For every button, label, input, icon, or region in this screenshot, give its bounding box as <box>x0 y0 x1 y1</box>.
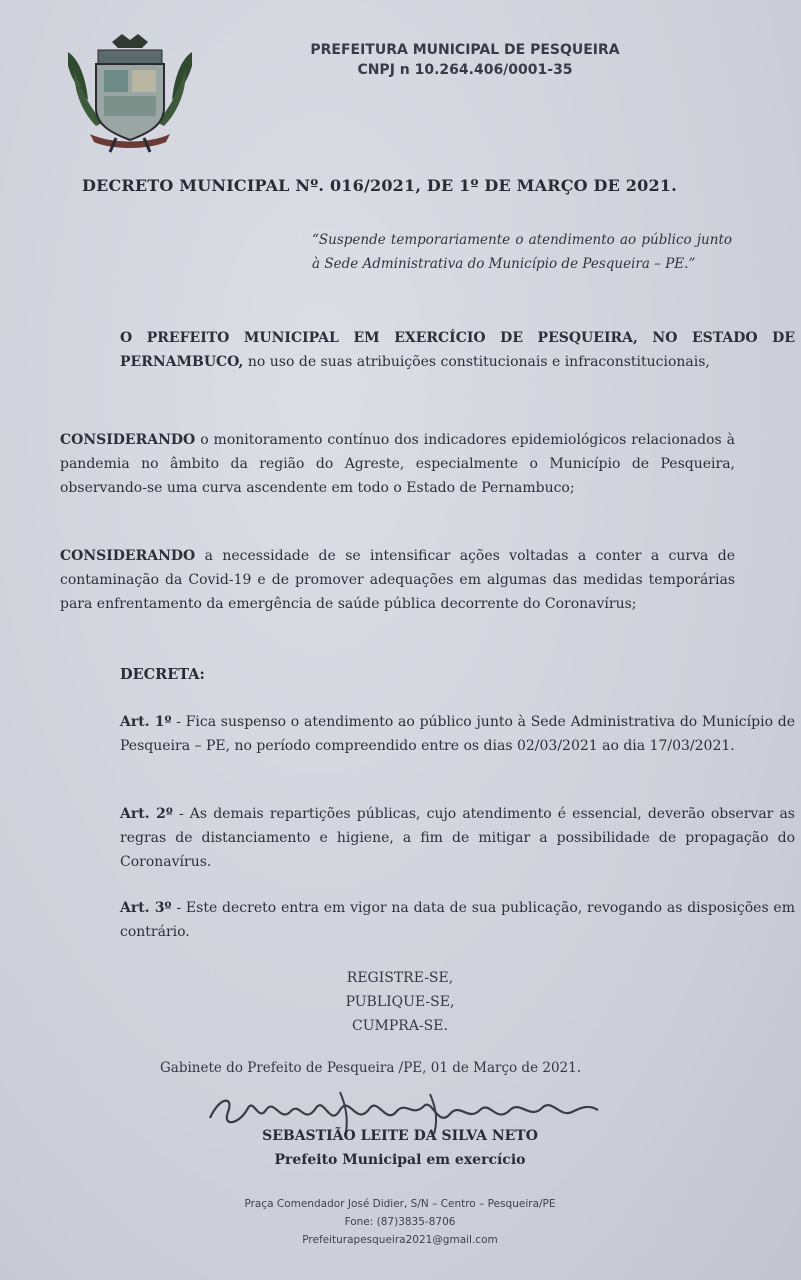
article-3 <box>60 896 795 944</box>
considerando-paragraph-1 <box>60 428 735 500</box>
article-1-label: Art. 1º <box>120 714 172 730</box>
footer-address: Praça Comendador José Didier, S/N – Centro – Pesqueira/PE <box>244 1198 556 1210</box>
preamble-paragraph <box>60 326 795 374</box>
header-org-name: PREFEITURA MUNICIPAL DE PESQUEIRA <box>310 42 620 58</box>
article-2-text: - As demais repartições públicas, cujo atendimento é essencial, deverão observar as regras de distanciamento e higiene, a fim de mitigar a possibilidade de propagação do Coronavírus. <box>120 806 795 870</box>
article-1 <box>60 710 795 758</box>
decree-title: DECRETO MUNICIPAL Nº. 016/2021, DE 1º DE MARÇO DE 2021. <box>82 176 677 195</box>
considerando-label-1: CONSIDERANDO <box>60 432 196 448</box>
cumpra-se: CUMPRA-SE. <box>352 1018 448 1034</box>
preamble-text: no uso de suas atribuições constitucionais e infraconstitucionais, <box>243 354 710 370</box>
article-2-label: Art. 2º <box>120 806 173 822</box>
article-3-label: Art. 3º <box>120 900 172 916</box>
municipal-coat-of-arms-icon <box>60 30 200 155</box>
signer-name: SEBASTIÃO LEITE DA SILVA NETO <box>262 1128 538 1144</box>
place-and-date: Gabinete do Prefeito de Pesqueira /PE, 01 de Março de 2021. <box>160 1060 582 1076</box>
header-cnpj: CNPJ n 10.264.406/0001-35 <box>357 62 573 78</box>
footer-email: Prefeiturapesqueira2021@gmail.com <box>302 1234 498 1246</box>
article-2 <box>60 802 795 874</box>
considerando-paragraph-2 <box>60 544 735 616</box>
article-3-text: - Este decreto entra em vigor na data de sua publicação, revogando as disposições em contrário. <box>120 900 795 940</box>
registre-se: REGISTRE-SE, <box>346 970 454 986</box>
preamble-bold: O PREFEITO MUNICIPAL EM EXERCÍCIO DE PESQUEIRA, NO ESTADO DE PERNAMBUCO, <box>120 330 795 370</box>
considerando-text-2: a necessidade de se intensificar ações voltadas a conter a curva de contaminação da Covid-19 e de promover adequações em algumas das medidas temporárias para enfrentamento da emergência de saúde pública decorrente do Coronavírus; <box>60 548 735 612</box>
article-1-text: - Fica suspenso o atendimento ao público junto à Sede Administrativa do Município de Pesqueira – PE, no período compreendido entre os dias 02/03/2021 ao dia 17/03/2021. <box>120 714 795 754</box>
decreta-heading: DECRETA: <box>120 666 205 683</box>
considerando-text-1: o monitoramento contínuo dos indicadores epidemiológicos relacionados à pandemia no âmbito da região do Agreste, especialmente o Município de Pesqueira, observando-se uma curva ascendente em todo o Estado de Pernambuco; <box>60 432 735 496</box>
signer-role: Prefeito Municipal em exercício <box>274 1152 526 1168</box>
footer-phone: Fone: (87)3835-8706 <box>344 1216 456 1228</box>
considerando-label-2: CONSIDERANDO <box>60 548 196 564</box>
decree-ementa: “Suspende temporariamente o atendimento ao público junto à Sede Administrativa do Município de Pesqueira – PE.” <box>312 232 732 272</box>
publique-se: PUBLIQUE-SE, <box>345 994 455 1010</box>
